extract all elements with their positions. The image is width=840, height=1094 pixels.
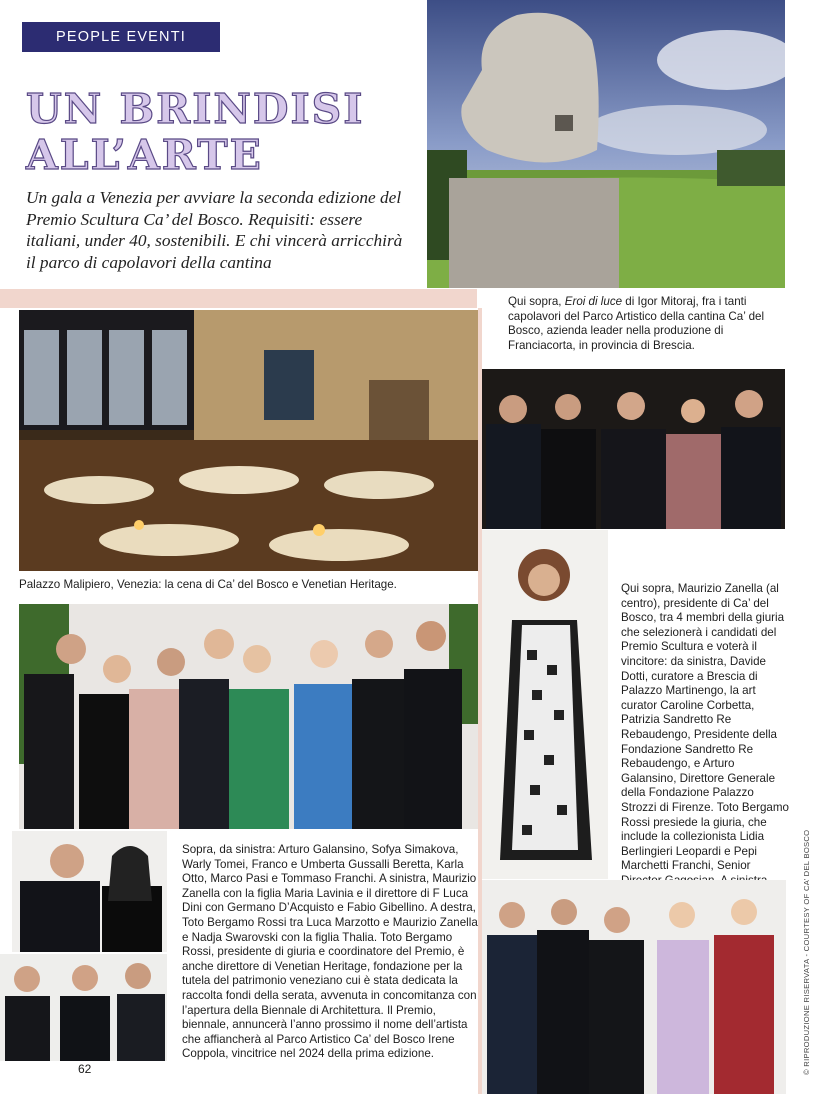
headline-line-1: UN BRINDISI <box>26 85 365 133</box>
caption-sculpture-rest: di Igor Mitoraj, fra i tanti capolavori del Parco Artistico della cantina Ca’ del Bosco, azienda leader nella produzione di Franciacorta, in provincia di Brescia. <box>508 295 765 352</box>
accent-band <box>0 289 477 308</box>
guest-portrait-photo <box>482 530 608 879</box>
headline <box>26 86 364 178</box>
photo-credit <box>800 829 816 1075</box>
caption-sculpture-title: Eroi di luce <box>564 295 623 308</box>
dinner-hall-photo <box>19 310 478 571</box>
swarovski-group-photo <box>482 880 786 1094</box>
group-photo <box>19 604 478 829</box>
photo-credit-text: © RIPRODUZIONE RISERVATA - COURTESY OF CA’ DEL BOSCO <box>802 829 811 1075</box>
column-divider <box>478 308 482 1094</box>
jury-photo <box>481 369 785 529</box>
section-tag: PEOPLE EVENTI <box>22 22 220 52</box>
headline-line-2: ALL’ARTE <box>26 131 263 179</box>
zanella-daughter-photo <box>12 831 167 952</box>
caption-sculpture <box>508 295 788 353</box>
sculpture-photo <box>427 0 785 288</box>
page-number: 62 <box>78 1062 92 1076</box>
caption-group: Sopra, da sinistra: Arturo Galansino, Sofya Simakova, Warly Tomei, Franco e Umberta Gussalli Beretta, Karla Otto, Marco Pasi e Tommaso Franchi. A sinistra, Maurizio Zanella con la figlia Maria Lavinia e il direttore di F Luca Dini con Germano D’Acquisto e Fabio Gibellino. A destra, Toto Bergamo Rossi tra Luca Marzotto e Maurizio Zanella e Nadja Swarovski con la figlia Thalia. Toto Bergamo Rossi, presidente di giuria e coordinatore del Premio, è anche direttore di Venetian Heritage, fondazione per la tutela del patrimonio veneziano cui è stata dedicata la raccolta fondi della serata, avvenuta in concomitanza con l’apertura della Biennale di Architettura. Il Premio, biennale, annuncerà l’anno prossimo il nome dell’artista che affiancherà al Parco Artistico Ca’ del Bosco Irene Coppola, vincitrice nel 2024 della prima edizione. <box>182 843 478 1061</box>
caption-dinner: Palazzo Malipiero, Venezia: la cena di Ca’ del Bosco e Venetian Heritage. <box>19 578 397 591</box>
deck-subtitle: Un gala a Venezia per avviare la seconda edizione del Premio Scultura Ca’ del Bosco. Requisiti: essere italiani, under 40, sostenibili. E chi vincerà arricchirà il parco di capolavori della cantina <box>26 188 403 272</box>
editors-photo <box>0 954 167 1061</box>
caption-jury: Qui sopra, Maurizio Zanella (al centro), presidente di Ca’ del Bosco, tra 4 membri della giuria che selezionerà i candidati del Premio Scultura e voterà il vincitore: da sinistra, Davide Dotti, curatore a Brescia di Palazzo Martinengo, la art curator Caroline Corbetta, Patrizia Sandretto Re Rebaudengo, Presidente della Fondazione Sandretto Re Rebaudengo, e Arturo Galansino, Direttore Generale della Fondazione Palazzo Strozzi di Firenze. Toto Bergamo Rossi presiede la giuria, che include la collezionista Lidia Berlingieri Leopardi e Pepi Marchetti Franchi, Senior <box>621 582 789 873</box>
caption-sculpture-lead: Qui sopra, <box>508 295 565 308</box>
